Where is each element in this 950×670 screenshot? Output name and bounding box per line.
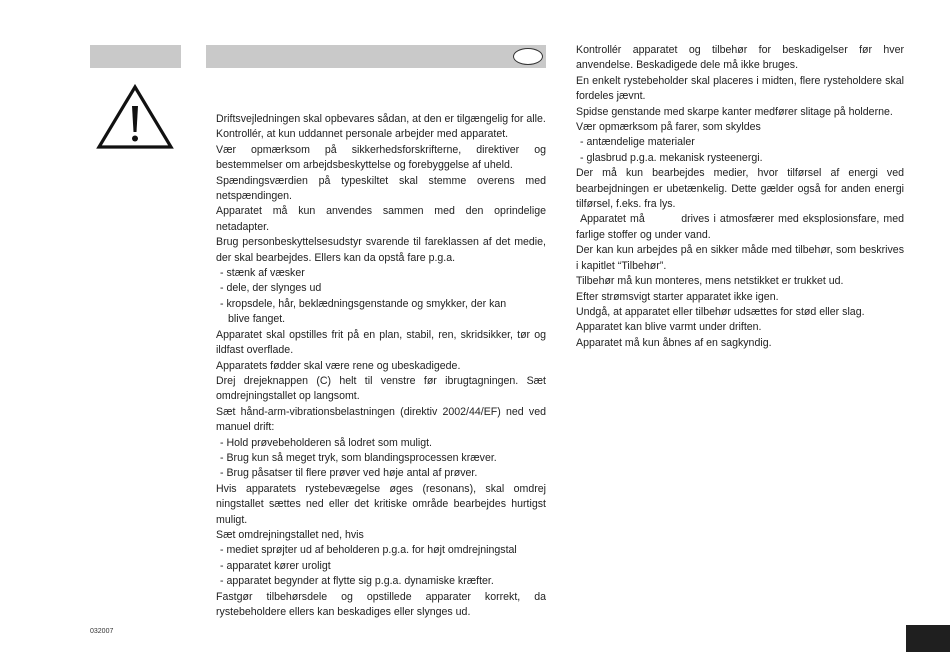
paragraph: Vær opmærksom på sikkerhedsforskrifterne, direktiver og bestemmelser om arbejdsbeskyttelse og forebyggelse af uheld.: [216, 143, 546, 172]
list-item: - stænk af væsker: [220, 267, 305, 280]
right-column: [576, 43, 907, 351]
paragraph: Drej drejeknappen (C) helt til venstre før ibrugtagningen. Sæt omdrejningstallet op langsomt.: [216, 374, 546, 403]
list-item: - apparatet kører uroligt: [220, 559, 331, 572]
section-header-bar-left: [90, 45, 181, 68]
list-item: - kropsdele, hår, beklædningsgenstande og smykker, der kan: [220, 297, 507, 310]
paragraph: Der kan kun arbejdes på en sikker måde med tilbehør, som beskrives i kapitlet “Tilbehør”.: [576, 244, 904, 272]
paragraph: Apparatet kan blive varmt under driften.: [576, 321, 762, 334]
section-header-bar: [206, 45, 546, 68]
paragraph: En enkelt rystebeholder skal placeres i midten, flere rysteholdere skal fordeles jævnt.: [576, 74, 904, 103]
page-tab-marker: [906, 625, 950, 652]
paragraph: Sæt omdrejningstallet ned, hvis: [216, 528, 364, 541]
paragraph: Apparatet må kun anvendes sammen med den oprindelige netadapter.: [216, 205, 546, 233]
paragraph: Undgå, at apparatet eller tilbehør udsættes for stød eller slag.: [576, 305, 865, 318]
paragraph: Driftsvejledningen skal opbevares sådan, at den er tilgængelig for alle.: [216, 113, 546, 125]
list-item: - apparatet begynder at flytte sig p.g.a. dynamiske kræfter.: [220, 575, 494, 588]
paragraph: Brug personbeskyttelsesudstyr svarende til fareklassen af det medie, der skal bearbejdes. Ellers kan da opstå fare p.g.a.: [216, 236, 546, 264]
language-oval: [513, 48, 543, 65]
paragraph: Sæt hånd-arm-vibrationsbelastningen (direktiv 2002/44/EF) ned ved manuel drift:: [216, 405, 546, 434]
paragraph: Apparatet må drives i atmosfærer med eksplosionsfare, med farlige stoffer og under vand.: [576, 213, 907, 241]
list-item: - Brug påsatser til flere prøver ved høje antal af prøver.: [220, 467, 478, 480]
list-item: - glasbrud p.g.a. mekanisk rysteenergi.: [580, 151, 763, 164]
warning-triangle-icon: [96, 84, 174, 150]
document-code: 032007: [90, 628, 114, 635]
paragraph: Apparatet må kun åbnes af en sagkyndig.: [576, 336, 772, 349]
paragraph: Vær opmærksom på farer, som skyldes: [576, 121, 761, 134]
list-item: - mediet sprøjter ud af beholderen p.g.a. for højt omdrejningstal: [220, 544, 517, 557]
left-column: [216, 112, 546, 620]
paragraph: Tilbehør må kun monteres, mens netstikket er trukket ud.: [576, 275, 844, 288]
paragraph: Spidse genstande med skarpe kanter medfører slitage på holderne.: [576, 105, 893, 118]
list-item-continuation: blive fanget.: [228, 313, 286, 326]
list-item: - dele, der slynges ud: [220, 282, 322, 295]
list-item: - antændelige materialer: [580, 136, 695, 149]
list-item: - Brug kun så meget tryk, som blandingsprocessen kræver.: [220, 451, 497, 464]
paragraph: Kontrollér, at kun uddannet personale arbejder med apparatet.: [216, 128, 509, 141]
paragraph: Spændingsværdien på typeskiltet skal stemme overens med netspændingen.: [216, 174, 546, 203]
paragraph: Der må kun bearbejdes medier, hvor tilførsel af energi ved bearbejdningen er ubetænkelig. Dette gælder også for anden energi tilførsel, f.eks. fra lys.: [576, 167, 904, 211]
list-item: - Hold prøvebeholderen så lodret som muligt.: [220, 436, 432, 449]
paragraph: Fastgør tilbehørsdele og opstillede apparater korrekt, da rystebeholdere ellers kan beskadiges eller slynges ud.: [216, 590, 546, 618]
paragraph: Apparatet skal opstilles frit på en plan, stabil, ren, skridsikker, tør og ildfast overflade.: [216, 328, 546, 357]
paragraph: Apparatets fødder skal være rene og ubeskadigede.: [216, 359, 461, 372]
paragraph: Efter strømsvigt starter apparatet ikke igen.: [576, 290, 779, 303]
paragraph: Kontrollér apparatet og tilbehør for beskadigelser før hver anvendelse. Beskadigede dele må ikke bruges.: [576, 44, 904, 72]
paragraph: Hvis apparatets rystebevægelse øges (resonans), skal omdrej ningstallet sættes ned eller det kritiske område bearbejdes hurtigst muligt.: [216, 482, 546, 526]
